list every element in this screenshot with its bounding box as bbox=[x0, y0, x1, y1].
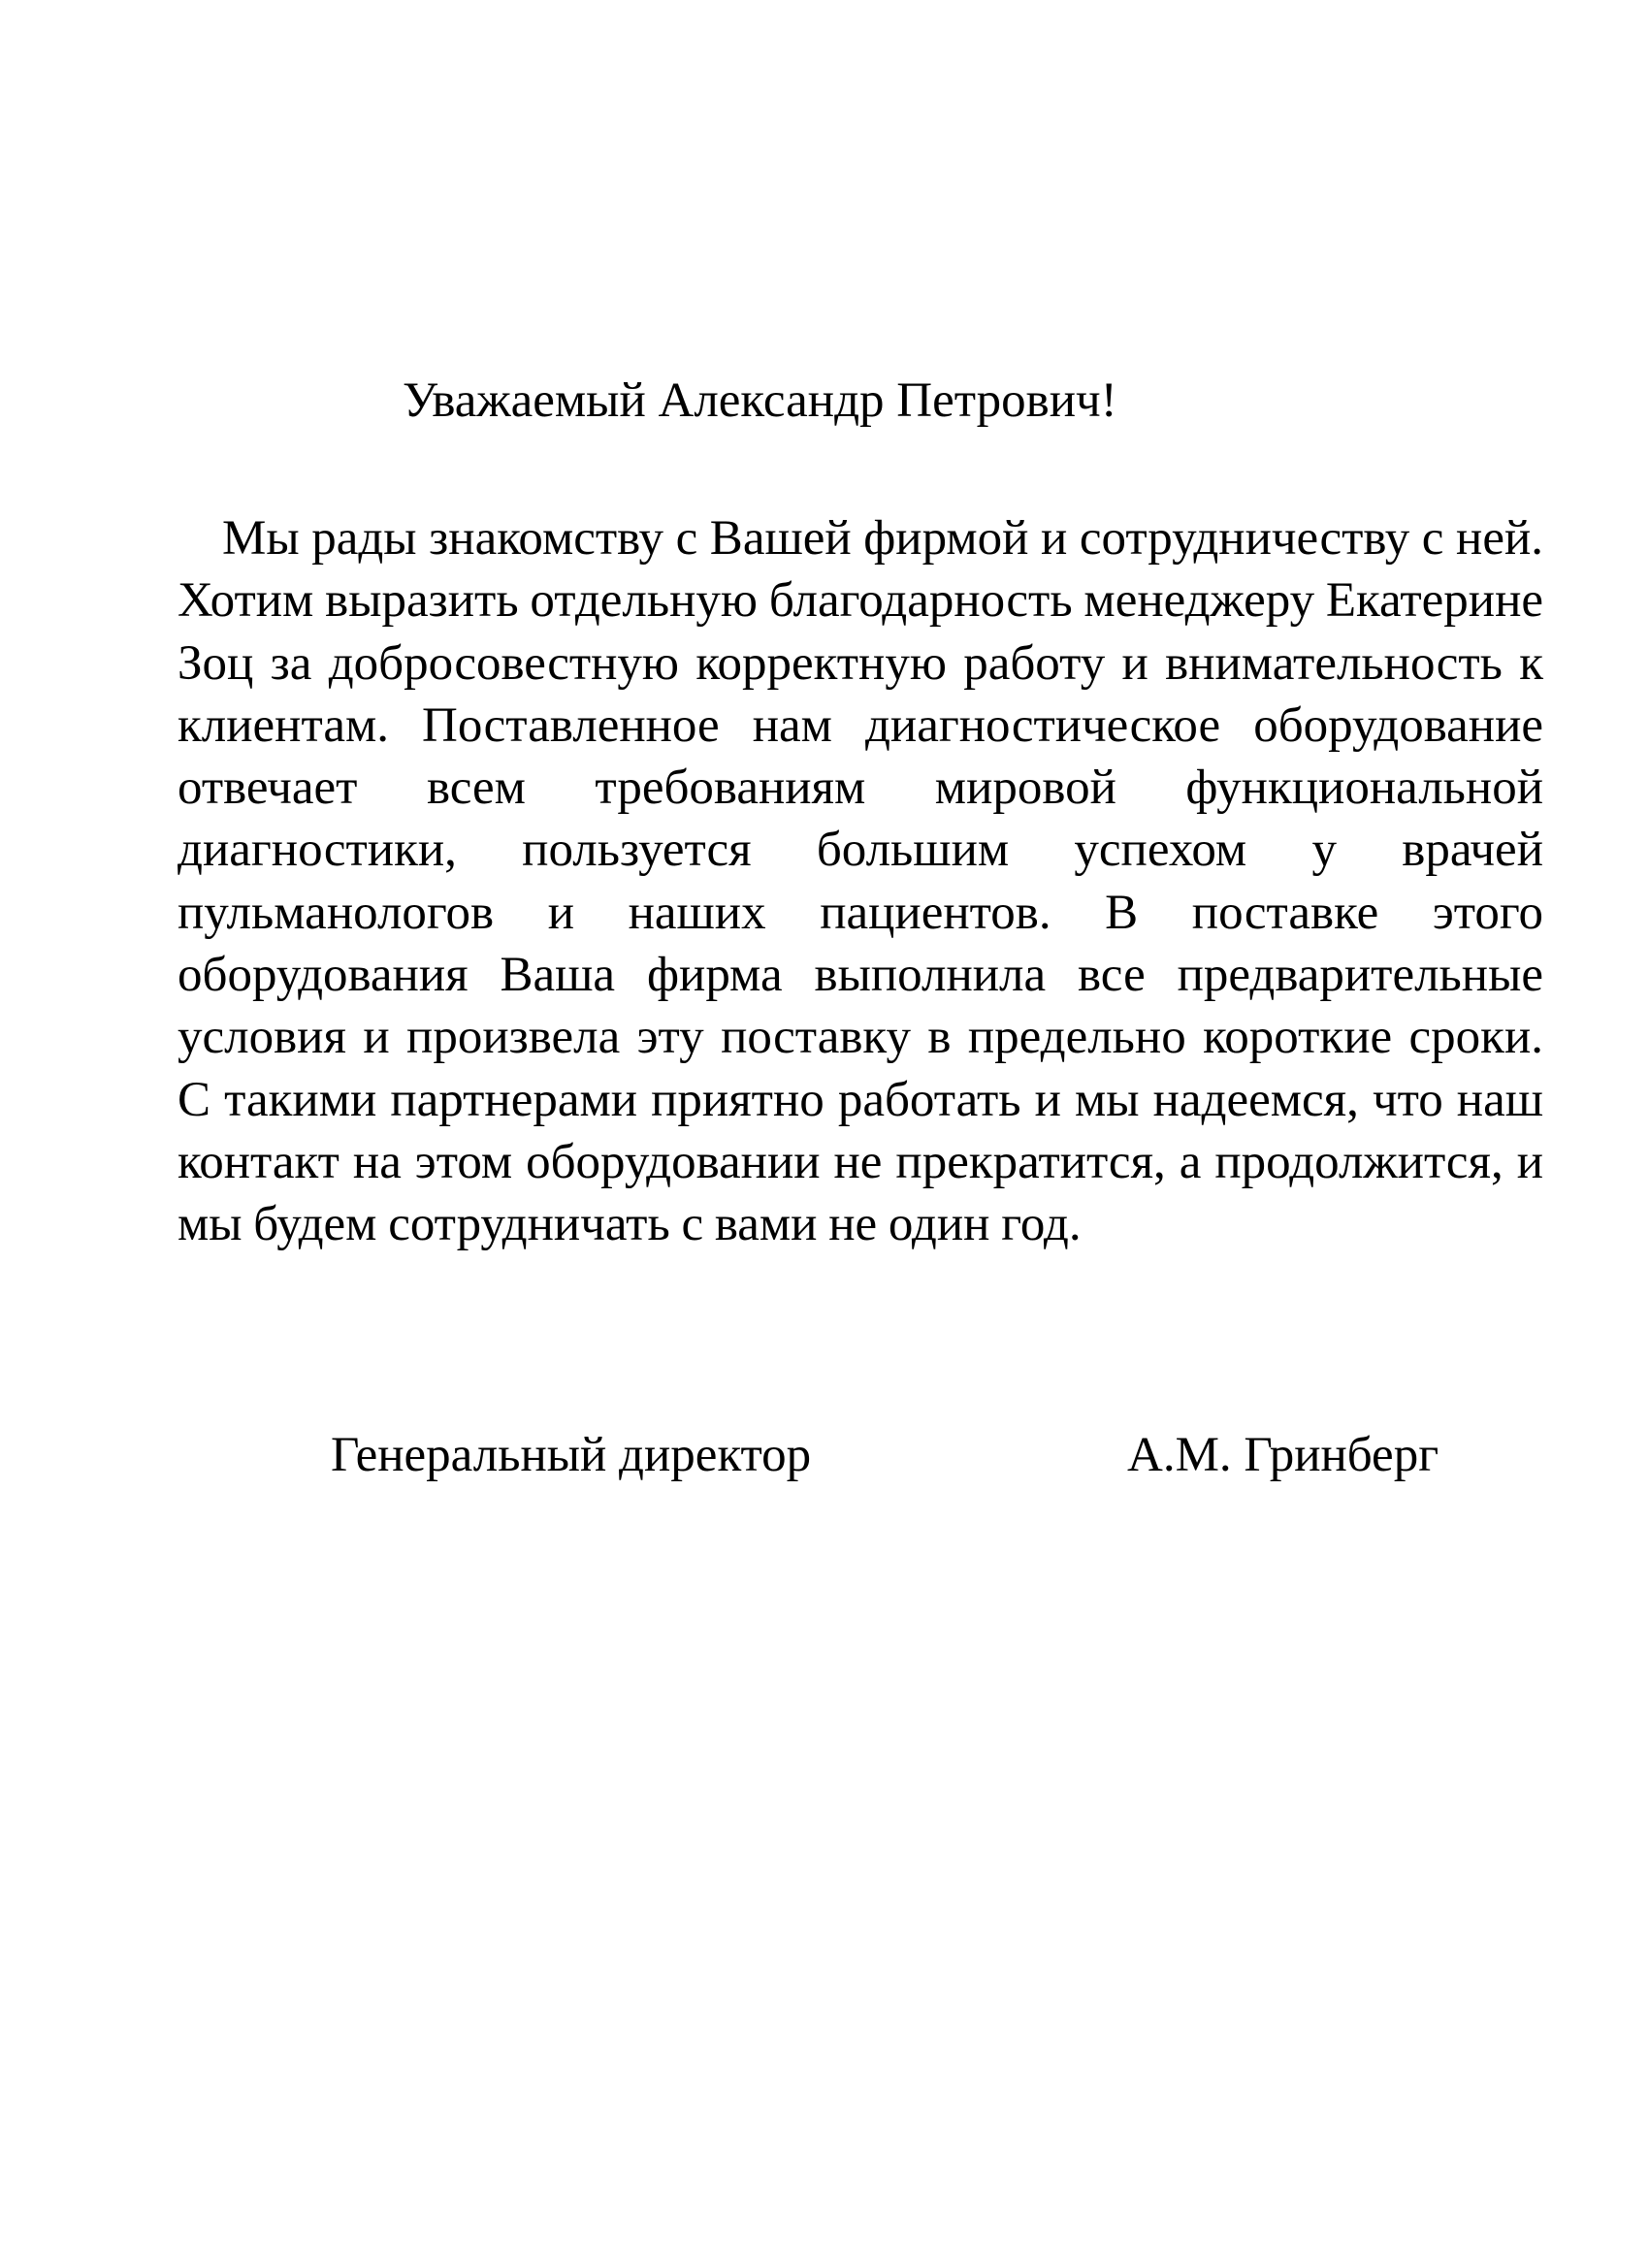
letter-body: Мы рады знакомству с Вашей фирмой и сотрудничеству с ней. Хотим выразить отдельную благодарность менеджеру Екатерине Зоц за добросовестную корректную работу и внимательность к клиентам. Поставленное нам диагностическое оборудование отвечает всем требованиям мировой функциональной диагностики, пользуется большим успехом у врачей пульманологов и наших пациентов. В поставке этого оборудования Ваша фирма выполнила все предварительные условия и произвела эту поставку в предельно короткие сроки. С такими партнерами приятно работать и мы надеемся, что наш контакт на этом оборудовании не прекратится, а продолжится, и мы будем сотрудничать с вами не один год. bbox=[178, 511, 1543, 1252]
signer-name: А.М. Гринберг bbox=[1127, 1428, 1439, 1482]
signature-block bbox=[0, 1426, 1649, 1494]
signer-title: Генеральный директор bbox=[331, 1428, 812, 1482]
letter-salutation: Уважаемый Александр Петрович! bbox=[403, 373, 1117, 428]
